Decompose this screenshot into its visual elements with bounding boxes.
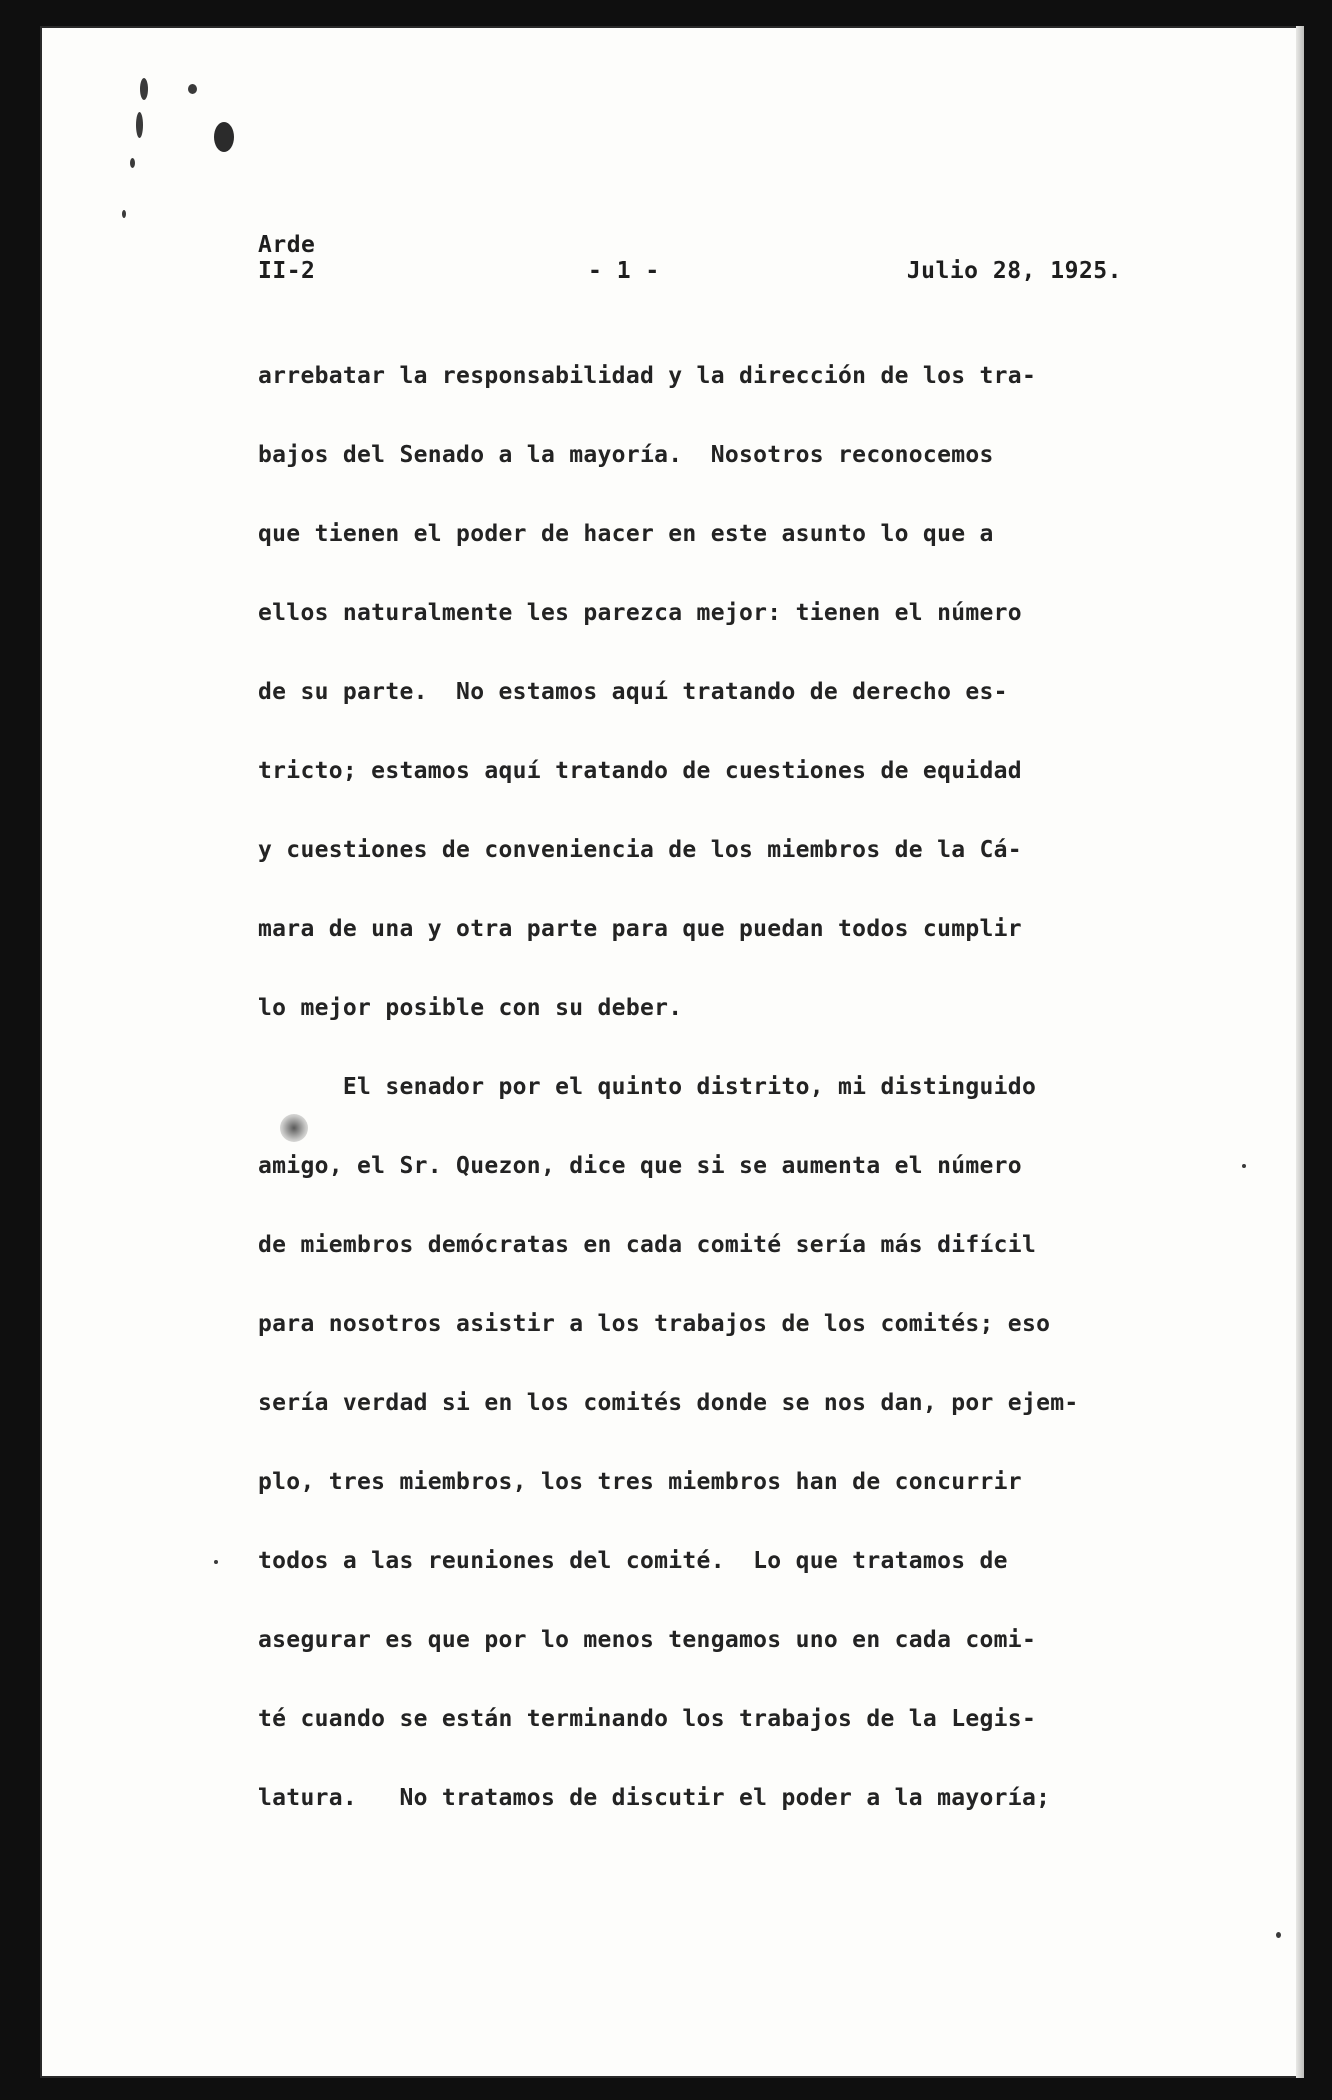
ink-speck [136, 112, 143, 138]
text-line: amigo, el Sr. Quezon, dice que si se aumenta el número [258, 1153, 1022, 1179]
ink-blot [214, 122, 234, 152]
text-line: de miembros demócratas en cada comité sería más difícil [258, 1232, 1037, 1258]
author-code: Arde [258, 232, 316, 258]
header-left [258, 232, 315, 284]
typed-text [258, 362, 1158, 1863]
ink-speck [122, 210, 126, 218]
text-line: ellos naturalmente les parezca mejor: tienen el número [258, 600, 1022, 626]
ink-speck [188, 84, 197, 94]
page-number: - 1 - [588, 258, 660, 284]
text-line: sería verdad si en los comités donde se nos dan, por ejem- [258, 1390, 1079, 1416]
text-line: té cuando se están terminando los trabajos de la Legis- [258, 1706, 1037, 1732]
ink-speck [214, 1560, 218, 1564]
text-line: bajos del Senado a la mayoría. Nosotros reconocemos [258, 442, 994, 468]
text-line: para nosotros asistir a los trabajos de los comités; eso [258, 1311, 1051, 1337]
text-line: asegurar es que por lo menos tengamos uno en cada comi- [258, 1627, 1037, 1653]
text-line: que tienen el poder de hacer en este asunto lo que a [258, 521, 994, 547]
text-line: de su parte. No estamos aquí tratando de derecho es- [258, 679, 1008, 705]
ink-speck [130, 158, 135, 168]
section-code: II-2 [258, 258, 316, 284]
text-line: tricto; estamos aquí tratando de cuestiones de equidad [258, 758, 1022, 784]
text-line: lo mejor posible con su deber. [258, 995, 683, 1021]
text-line: mara de una y otra parte para que puedan todos cumplir [258, 916, 1022, 942]
page-edge [1296, 26, 1304, 2078]
text-line: arrebatar la responsabilidad y la dirección de los tra- [258, 363, 1037, 389]
page-header [258, 232, 1122, 292]
ink-speck [1276, 1932, 1281, 1938]
document-date: Julio 28, 1925. [906, 258, 1122, 284]
ink-speck [1242, 1164, 1246, 1168]
text-line: y cuestiones de conveniencia de los miembros de la Cá- [258, 837, 1022, 863]
text-line: latura. No tratamos de discutir el poder a la mayoría; [258, 1785, 1051, 1811]
text-line: todos a las reuniones del comité. Lo que tratamos de [258, 1548, 1008, 1574]
ink-speck [140, 78, 148, 100]
text-line: El senador por el quinto distrito, mi distinguido [258, 1074, 1037, 1100]
text-line: plo, tres miembros, los tres miembros han de concurrir [258, 1469, 1022, 1495]
